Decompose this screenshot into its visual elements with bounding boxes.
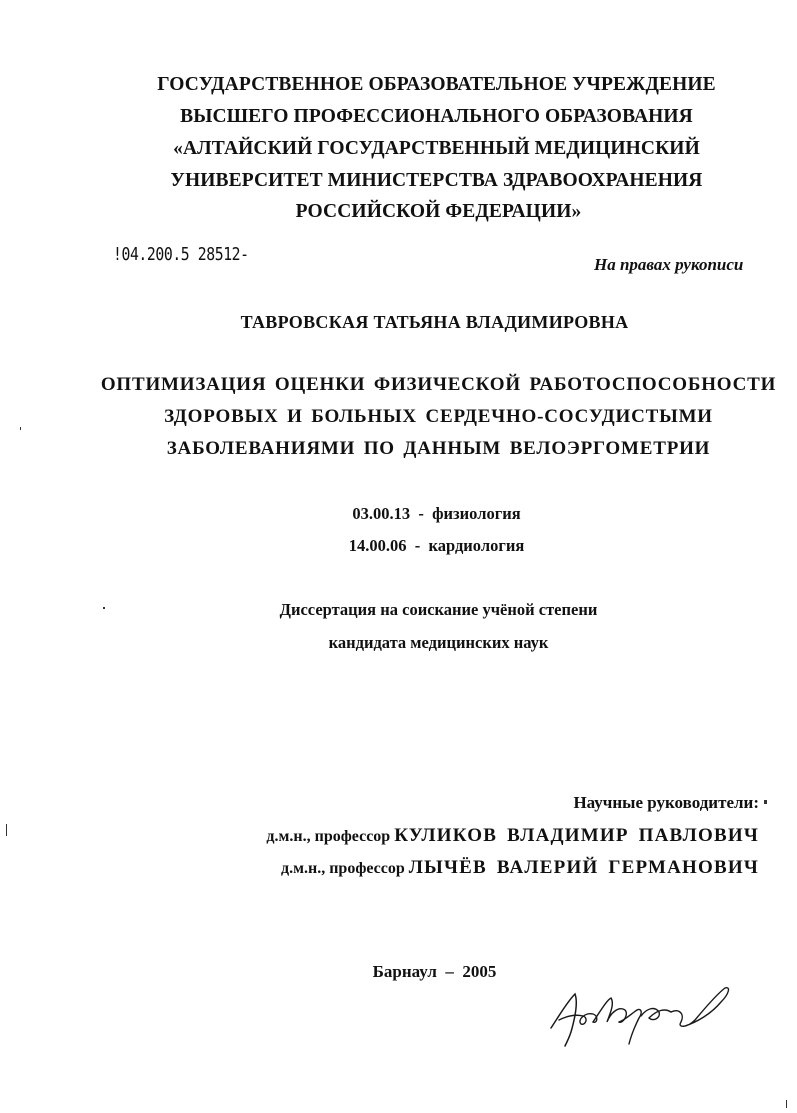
archive-stamp-number: !04.200.5 28512-: [113, 244, 249, 265]
scan-speck: [786, 1100, 787, 1108]
institution-line-3: «АЛТАЙСКИЙ ГОСУДАРСТВЕННЫЙ МЕДИЦИНСКИЙ: [173, 138, 700, 159]
supervisor-2-name: ЛЫЧЁВ ВАЛЕРИЙ ГЕРМАНОВИЧ: [408, 857, 759, 878]
institution-line-5: РОССИЙСКОЙ ФЕДЕРАЦИИ»: [295, 201, 582, 222]
institution-line-4: УНИВЕРСИТЕТ МИНИСТЕРСТВА ЗДРАВООХРАНЕНИЯ: [170, 170, 703, 191]
scan-speck: [20, 427, 21, 430]
scan-speck: [103, 607, 105, 609]
city-year: Барнаул – 2005: [372, 962, 497, 981]
handwritten-signature: [545, 980, 735, 1050]
title-line-3: ЗАБОЛЕВАНИЯМИ ПО ДАННЫМ ВЕЛОЭРГОМЕТРИИ: [166, 438, 711, 459]
supervisors-heading: Научные руководители:: [573, 793, 759, 812]
institution-line-1: ГОСУДАРСТВЕННОЕ ОБРАЗОВАТЕЛЬНОЕ УЧРЕЖДЕНИЕ: [157, 74, 716, 95]
author-name: ТАВРОВСКАЯ ТАТЬЯНА ВЛАДИМИРОВНА: [240, 312, 629, 332]
manuscript-rights-note: На правах рукописи: [594, 255, 744, 274]
degree-line-1: Диссертация на соискание учёной степени: [279, 600, 598, 619]
scan-speck: [764, 800, 767, 804]
scan-speck: [6, 824, 7, 836]
degree-line-2: кандидата медицинских наук: [328, 633, 549, 652]
supervisor-1-title: д.м.н., профессор: [266, 828, 395, 845]
supervisor-1-name: КУЛИКОВ ВЛАДИМИР ПАВЛОВИЧ: [394, 825, 759, 846]
supervisor-1: [266, 825, 759, 847]
title-line-2: ЗДОРОВЫХ И БОЛЬНЫХ СЕРДЕЧНО-СОСУДИСТЫМИ: [164, 406, 713, 427]
institution-line-2: ВЫСШЕГО ПРОФЕССИОНАЛЬНОГО ОБРАЗОВАНИЯ: [180, 106, 693, 127]
title-line-1: ОПТИМИЗАЦИЯ ОЦЕНКИ ФИЗИЧЕСКОЙ РАБОТОСПОСОБНОСТИ: [100, 374, 777, 395]
supervisor-2: [281, 857, 759, 879]
supervisor-2-title: д.м.н., профессор: [280, 860, 409, 877]
specialty-physiology: 03.00.13 - физиология: [352, 504, 521, 523]
specialty-cardiology: 14.00.06 - кардиология: [348, 536, 525, 555]
